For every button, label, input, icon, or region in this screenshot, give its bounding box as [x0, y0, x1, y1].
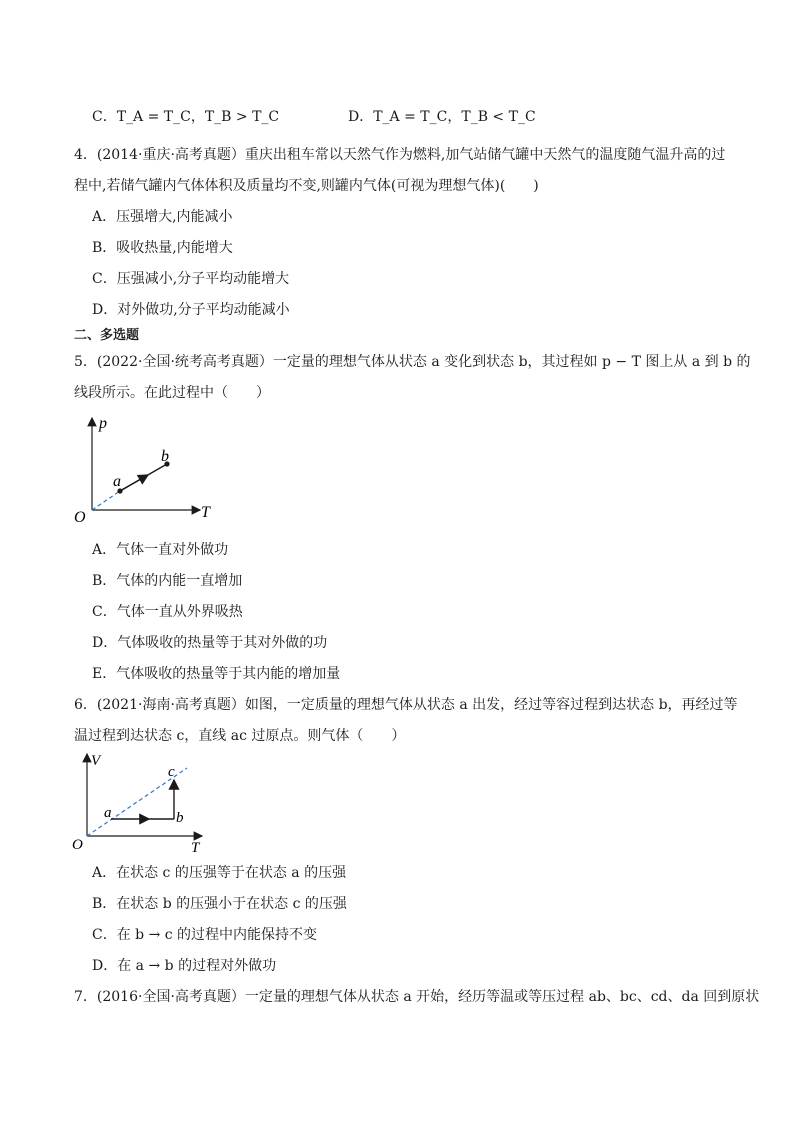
q5-option-b: B．气体的内能一直增加	[92, 573, 243, 589]
q6-label-a: a	[104, 805, 112, 821]
q5-origin-label: O	[74, 509, 86, 526]
q7-stem-line1: 7．(2016·全国·高考真题）一定量的理想气体从状态 a 开始，经历等温或等压过程 ab、bc、cd、da 回到原状	[74, 989, 760, 1005]
q6-option-c: C．在 b → c 的过程中内能保持不变	[92, 927, 318, 943]
q6-option-a: A．在状态 c 的压强等于在状态 a 的压强	[92, 865, 347, 881]
q6-vt-graph	[70, 750, 210, 855]
q5-y-axis-label: p	[99, 415, 107, 432]
q6-x-axis-label: T	[191, 840, 200, 855]
q4-stem-line2: 程中,若储气罐内气体体积及质量均不变,则罐内气体(可视为理想气体)( )	[74, 178, 539, 194]
q6-stem-line2: 温过程到达状态 c，直线 ac 过原点。则气体（ ）	[74, 728, 406, 744]
q4-option-b: B．吸收热量,内能增大	[92, 240, 233, 256]
q5-pt-graph	[70, 410, 220, 530]
q4-option-d: D．对外做功,分子平均动能减小	[92, 302, 290, 318]
q5-option-a: A．气体一直对外做功	[92, 542, 229, 558]
q5-option-c: C．气体一直从外界吸热	[92, 604, 243, 620]
q6-y-axis-label: V	[91, 753, 101, 769]
q4-option-a: A．压强增大,内能减小	[92, 209, 233, 225]
q5-option-d: D．气体吸收的热量等于其对外做的功	[92, 635, 328, 651]
q5-x-axis-label: T	[201, 504, 210, 521]
q4-stem-line1: 4．(2014·重庆·高考真题）重庆出租车常以天然气作为燃料,加气站储气罐中天然气的温度随气温升高的过	[74, 147, 726, 163]
q5-process-arrow	[120, 475, 148, 491]
q6-label-c: c	[168, 764, 175, 780]
q5-option-e: E．气体吸收的热量等于其内能的增加量	[92, 666, 341, 682]
section-heading-multiple-choice: 二、多选题	[74, 328, 140, 343]
q5-label-a: a	[113, 473, 121, 490]
q6-option-d: D．在 a → b 的过程对外做功	[92, 958, 277, 974]
q6-option-b: B．在状态 b 的压强小于在状态 c 的压强	[92, 896, 347, 912]
q5-dashed-origin-line	[92, 491, 120, 510]
q6-label-b: b	[176, 810, 184, 826]
q3-option-c: C．T_A = T_C，T_B > T_C	[92, 109, 280, 125]
q3-option-d: D．T_A = T_C，T_B < T_C	[348, 109, 536, 125]
q4-option-c: C．压强减小,分子平均动能增大	[92, 271, 290, 287]
q6-origin-label: O	[72, 837, 83, 853]
q6-stem-line1: 6．(2021·海南·高考真题）如图，一定质量的理想气体从状态 a 出发，经过等容过程到达状态 b，再经过等	[74, 697, 738, 713]
q5-label-b: b	[161, 448, 169, 465]
q5-stem-line2: 线段所示。在此过程中（ ）	[74, 385, 270, 401]
q5-stem-line1: 5．(2022·全国·统考高考真题）一定量的理想气体从状态 a 变化到状态 b，其过程如 p − T 图上从 a 到 b 的	[74, 354, 751, 370]
